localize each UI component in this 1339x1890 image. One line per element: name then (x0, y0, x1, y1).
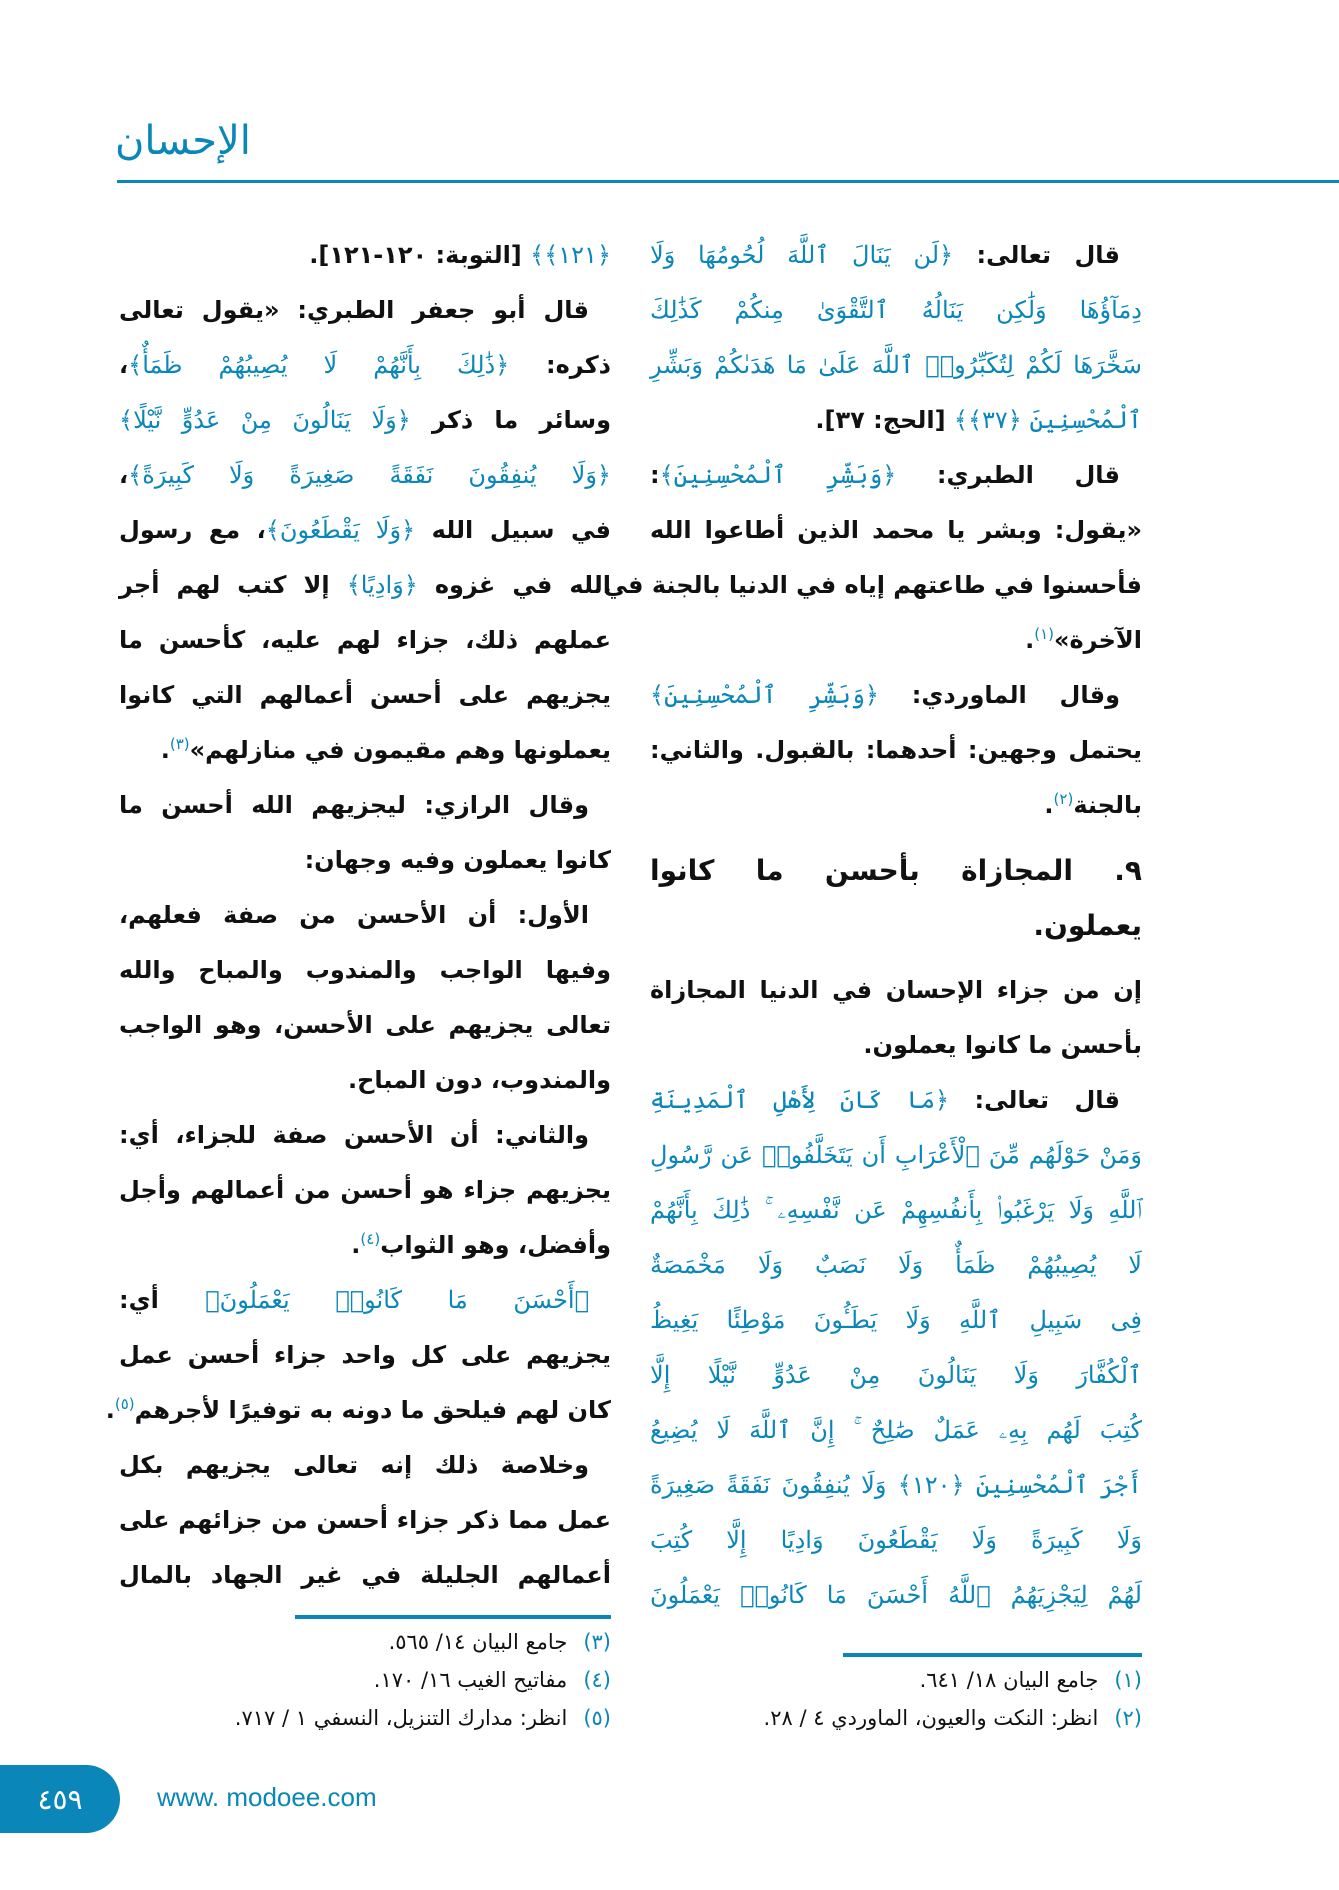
text-line (105, 1383, 611, 1438)
text-line (119, 1108, 611, 1163)
text-line (650, 448, 1142, 503)
text-line (650, 1513, 1142, 1568)
body-text: أعمالهم الجليلة في غير الجهاد بالمال (119, 1561, 611, 1589)
text-line (119, 1548, 611, 1603)
text-line (650, 503, 1142, 558)
body-text: والثاني: أن الأحسن صفة للجزاء، أي: (119, 1121, 589, 1149)
footnote (235, 1706, 611, 1730)
text-line (119, 1053, 611, 1108)
text-line (119, 888, 611, 943)
text-line (650, 778, 1142, 833)
body-text: يجزيهم جزاء هو أحسن من أعمالهم وأجل (119, 1176, 611, 1204)
text-line (119, 613, 611, 668)
footnote (374, 1668, 611, 1692)
text-line (650, 723, 1142, 778)
body-text: ، (119, 351, 129, 379)
quran-verse: دِمَآؤُهَا وَلَٰكِن يَنَالُهُ ٱلتَّقْوَىٰ مِنكُمْ كَذَٰلِكَ (650, 296, 1142, 324)
body-text: في سبيل الله (415, 516, 611, 544)
footnote-separator-right (843, 1653, 1142, 1657)
footnote-reference[interactable]: (٥) (114, 1395, 135, 1413)
footnote-number: (٣) (583, 1630, 611, 1654)
body-text: وقال الرازي: ليجزيهم الله أحسن ما (119, 791, 589, 819)
text-line (650, 1018, 1142, 1073)
quran-verse: ٱللَّهِ وَلَا يَرْغَبُوا۟ بِأَنفُسِهِمْ عَن نَّفْسِهِۦ ۚ ذَٰلِكَ بِأَنَّهُمْ (650, 1196, 1142, 1224)
website-link[interactable]: www. modoee.com (157, 1782, 377, 1812)
text-line (650, 1073, 1142, 1128)
body-text: عمل مما ذكر جزاء أحسن من جزائهم على (119, 1506, 611, 1534)
text-line (650, 1238, 1142, 1293)
body-text: ٩. المجازاة بأحسن ما كانوا (650, 854, 1142, 887)
body-text: قال تعالى: (953, 241, 1120, 269)
footnote-text: مفاتيح الغيب ١٦/ ١٧٠. (373, 1668, 568, 1692)
footnote-number: (٤) (583, 1668, 611, 1692)
text-line (650, 613, 1142, 668)
body-text: ذكره: (509, 351, 612, 379)
quran-verse: ﴿وَبَشِّرِ ٱلْمُحْسِنِينَ﴾ (650, 681, 879, 709)
text-line (650, 1183, 1142, 1238)
text-line (119, 723, 611, 778)
footnote-text: انظر: مدارك التنزيل، النسفي ١ / ٧١٧. (234, 1706, 568, 1730)
page-number: ٤٥٩ (37, 1782, 83, 1816)
quran-verse: ﴿وَبَشِّرِ ٱلْمُحْسِنِينَ﴾ (659, 461, 897, 489)
body-text: أي: (119, 1286, 206, 1314)
footnote-text: جامع البيان ١٤/ ٥٦٥. (388, 1630, 568, 1654)
body-text: يعملون. (1033, 909, 1142, 942)
body-text: ، (119, 461, 129, 489)
text-line (119, 778, 611, 833)
quran-verse: ﴿وَلَا يَنَالُونَ مِنْ عَدُوٍّ نَّيْلًا﴾ (119, 406, 411, 434)
text-line (650, 1458, 1142, 1513)
quran-verse: ﴿١٢١﴾﴾ (530, 241, 611, 269)
page-title: الإحسان (115, 118, 251, 164)
body-text: يعملونها وهم مقيمون في منازلهم» (189, 736, 611, 764)
body-text: كانوا يعملون وفيه وجهان: (304, 846, 611, 874)
text-line (119, 1493, 611, 1548)
footnote-number: (٢) (1114, 1706, 1142, 1730)
body-text: فأحسنوا في طاعتهم إياه في الدنيا بالجنة في (603, 571, 1142, 599)
body-text: إلا كتب لهم أجر (119, 571, 347, 599)
body-text: الله في غزوه (417, 571, 611, 599)
text-line (650, 1348, 1142, 1403)
text-line (119, 1218, 611, 1273)
text-line (650, 338, 1142, 393)
body-text: وسائر ما ذكر (410, 406, 611, 434)
body-text: يحتمل وجهين: أحدهما: بالقبول. والثاني: (650, 736, 1142, 764)
text-line (650, 898, 1142, 953)
body-text: . (351, 1231, 361, 1259)
quran-verse: لَا يُصِيبُهُمْ ظَمَأٌ وَلَا نَصَبٌ وَلَا مَخْمَصَةٌ (650, 1251, 1142, 1279)
body-text: . (105, 1396, 115, 1424)
body-text: وأفضل، وهو الثواب (380, 1231, 611, 1259)
quran-verse: أَجْرَ ٱلْمُحْسِنِينَ ﴿١٢٠﴾ وَلَا يُنفِقُونَ نَفَقَةً صَغِيرَةً (650, 1471, 1142, 1499)
footnote-text: جامع البيان ١٨/ ٦٤١. (919, 1668, 1099, 1692)
text-line (119, 448, 611, 503)
text-line (650, 963, 1142, 1018)
body-text: وخلاصة ذلك إنه تعالى يجزيهم بكل (119, 1451, 589, 1479)
body-text: تعالى يجزيهم على الأحسن، وهو الواجب (119, 1011, 611, 1039)
quran-verse: ﴿ذَٰلِكَ بِأَنَّهُمْ لَا يُصِيبُهُمْ ظَمَأٌ﴾ (128, 351, 510, 379)
footnote-reference[interactable]: (٢) (1053, 790, 1074, 808)
footnote-number: (١) (1114, 1668, 1142, 1692)
text-line (650, 668, 1142, 723)
quran-verse: ﴿وَلَا يَقْطَعُونَ﴾ (265, 516, 416, 544)
body-text: إن من جزاء الإحسان في الدنيا المجازاة (650, 976, 1142, 1004)
text-line (119, 503, 611, 558)
footnote-text: انظر: النكت والعيون، الماوردي ٤ / ٢٨. (763, 1706, 1099, 1730)
body-text: عملهم ذلك، جزاء لهم عليه، كأحسن ما (119, 626, 611, 654)
text-line (650, 283, 1142, 338)
footnote-reference[interactable]: (٣) (169, 735, 190, 753)
body-text: الأول: أن الأحسن من صفة فعلهم، (119, 901, 589, 929)
body-text: . (1025, 626, 1035, 654)
text-line (119, 338, 611, 393)
quran-verse: ﴿وَلَا يُنفِقُونَ نَفَقَةً صَغِيرَةً وَلَا كَبِيرَةً﴾ (128, 461, 611, 489)
quran-verse: ٱلْكُفَّارَ وَلَا يَنَالُونَ مِنْ عَدُوٍّ نَّيْلًا إِلَّا (650, 1361, 1142, 1389)
body-text: كان لهم فيلحق ما دونه به توفيرًا لأجرهم (134, 1396, 611, 1424)
body-text: . (160, 736, 170, 764)
quran-verse: ﴿لَن يَنَالَ ٱللَّهَ لُحُومُهَا وَلَا (650, 241, 954, 269)
quran-verse: وَلَا كَبِيرَةً وَلَا يَقْطَعُونَ وَادِيًا إِلَّا كُتِبَ (650, 1526, 1142, 1554)
quran-verse: كُتِبَ لَهُم بِهِۦ عَمَلٌ صَٰلِحٌ ۚ إِنَّ ٱللَّهَ لَا يُضِيعُ (650, 1416, 1142, 1444)
body-text: قال أبو جعفر الطبري: «يقول تعالى (119, 296, 589, 324)
text-line (650, 1568, 1142, 1623)
text-line (119, 558, 611, 613)
body-text: بالجنة (1073, 791, 1142, 819)
text-line (119, 1163, 611, 1218)
footnote (389, 1630, 611, 1654)
text-line (119, 668, 611, 723)
body-text: قال الطبري: (896, 461, 1120, 489)
body-text: وفيها الواجب والمندوب والمباح والله (119, 956, 611, 984)
quran-verse: ٱلْمُحْسِنِينَ ﴿٣٧﴾﴾ (953, 406, 1142, 434)
quran-verse: لَهُمْ لِيَجْزِيَهُمُ ٱللَّهُ أَحْسَنَ مَا كَانُوا۟ يَعْمَلُونَ (650, 1581, 1142, 1609)
body-text: قال تعالى: (949, 1086, 1120, 1114)
body-text: . (1044, 791, 1054, 819)
text-line (650, 1293, 1142, 1348)
quran-verse: ﴿أَحْسَنَ مَا كَانُوا۟ يَعْمَلُونَ﴾ (205, 1286, 589, 1314)
body-text: يجزيهم على أحسن أعمالهم التي كانوا (119, 681, 611, 709)
footnote (920, 1668, 1142, 1692)
right-column (603, 228, 1142, 1623)
text-line (650, 843, 1142, 898)
body-text: ، مع رسول (119, 516, 266, 544)
text-line (650, 1128, 1142, 1183)
text-line (119, 833, 611, 888)
footnote-reference[interactable]: (٤) (360, 1230, 381, 1248)
text-line (119, 228, 611, 283)
body-text: والمندوب، دون المباح. (347, 1066, 611, 1094)
body-text: الآخرة» (1054, 626, 1142, 654)
page-number-badge (0, 1765, 120, 1833)
text-line (119, 1328, 611, 1383)
text-line (119, 393, 611, 448)
quran-verse: سَخَّرَهَا لَكُمْ لِتُكَبِّرُوا۟ ٱللَّهَ عَلَىٰ مَا هَدَىٰكُمْ وَبَشِّرِ (650, 351, 1142, 379)
quran-verse: ﴿وَادِيًا﴾ (346, 571, 418, 599)
body-text: يجزيهم على كل واحد جزاء أحسن عمل (119, 1341, 611, 1369)
text-line (650, 1403, 1142, 1458)
text-line (119, 1273, 611, 1328)
text-line (119, 283, 611, 338)
body-text: [الحج: ٣٧]. (815, 406, 954, 434)
left-column (105, 228, 612, 1603)
quran-verse: فِى سَبِيلِ ٱللَّهِ وَلَا يَطَـُٔونَ مَوْطِئًا يَغِيظُ (650, 1306, 1142, 1334)
quran-verse: ﴿مَا كَانَ لِأَهْلِ ٱلْمَدِينَةِ (650, 1086, 950, 1114)
quran-verse: وَمَنْ حَوْلَهُم مِّنَ ٱلْأَعْرَابِ أَن يَتَخَلَّفُوا۟ عَن رَّسُولِ (650, 1141, 1142, 1169)
header-rule (117, 180, 1339, 183)
footnote-separator-left (295, 1615, 611, 1619)
footnote (764, 1706, 1142, 1730)
text-line (119, 1438, 611, 1493)
text-line (119, 943, 611, 998)
body-text: : (650, 461, 660, 489)
text-line (650, 393, 1142, 448)
body-text: [التوبة: ١٢٠-١٢١]. (309, 241, 531, 269)
body-text: وقال الماوردي: (878, 681, 1120, 709)
text-line (650, 228, 1142, 283)
footnote-reference[interactable]: (١) (1034, 625, 1054, 643)
body-text: «يقول: وبشر يا محمد الذين أطاعوا الله (650, 516, 1142, 544)
body-text: بأحسن ما كانوا يعملون. (863, 1031, 1142, 1059)
text-line (119, 998, 611, 1053)
footnote-number: (٥) (583, 1706, 611, 1730)
text-line (603, 558, 1142, 613)
